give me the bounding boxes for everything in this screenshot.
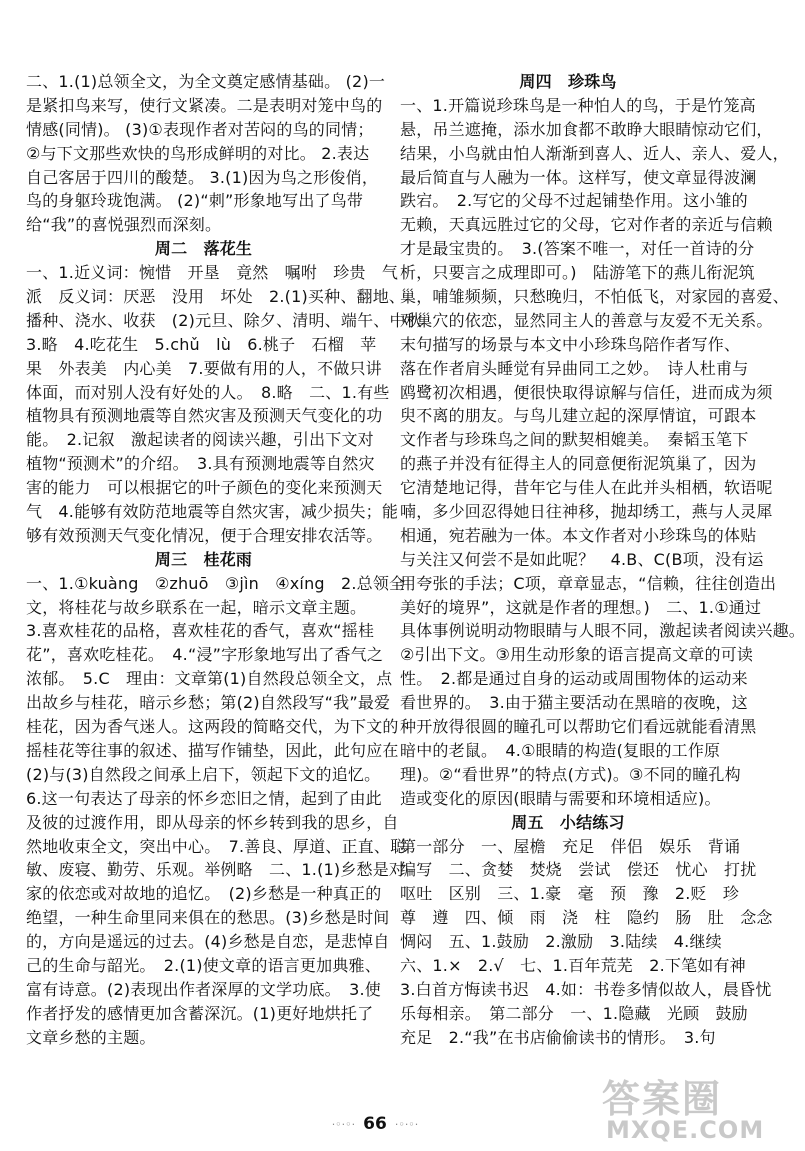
- watermark-bottom-text: MXQE.COM: [606, 1116, 765, 1144]
- text-line: 尊 遵 四、倾 雨 浇 柱 隐约 肠 肚 念念: [400, 908, 773, 928]
- text-line: 鸟的身躯玲珑饱满。 (2)“刺”形象地写出了鸟带: [26, 191, 364, 211]
- text-line: 才是最宝贵的。 3.(答案不唯一，对任一首诗的分: [400, 239, 755, 259]
- text-line: 臾不离的朋友。与鸟儿建立起的深厚情谊，可跟本: [400, 406, 757, 426]
- text-line: 二、1.(1)总领全文，为全文奠定感情基础。 (2)一: [26, 72, 386, 91]
- watermark-logo: [598, 1068, 765, 1144]
- text-line: 情感(同情)。 (3)①表现作者对苦闷的鸟的同情；: [26, 119, 374, 139]
- text-line: 具体事例说明动物眼睛与人眼不同，激起读者阅读兴趣。: [400, 621, 805, 641]
- text-line: 是紧扣鸟来写，使行文紧凑。二是表明对笼中鸟的: [26, 95, 383, 115]
- text-line: 惆闷 五、1.鼓励 2.激励 3.陆续 4.继续: [400, 932, 722, 952]
- text-line: 绝望，一种生命里同来俱在的愁思。(3)乡愁是时间: [26, 908, 390, 928]
- watermark-top-text: 答案圈: [602, 1077, 723, 1121]
- text-line: 出故乡与桂花，暗示乡愁；第(2)自然段写“我”最爱: [26, 693, 391, 713]
- section-heading: 周五 小结练习: [511, 812, 625, 832]
- text-line: 喃，多少回忍得她日往神移，抛却绣工，燕与人灵犀: [400, 502, 773, 522]
- page-number: ·◦·◦· 66 ·◦·◦·: [0, 1114, 750, 1134]
- section-heading: 周四 珍珠鸟: [519, 72, 617, 91]
- text-line: 桂花，因为香气迷人。这两段的简略交代，为下文的: [26, 717, 399, 737]
- text-line: 然地收束全文，突出中心。 7.善良、厚道、正直、聪: [26, 836, 407, 856]
- text-line: 的，方向是遥远的过去。(4)乡愁是自恋，是悲悼自: [26, 932, 390, 952]
- right-column: [400, 70, 805, 1050]
- text-line: 性。 2.都是通过自身的运动或周围物体的运动来: [400, 669, 748, 689]
- text-line: 无赖，天真远胜过它的父母，它对作者的亲近与信赖: [400, 215, 773, 235]
- text-line: 一、1.①kuàng ②zhuō ③jìn ④xíng 2.总领全: [26, 573, 406, 593]
- section-heading: 周二 落花生: [154, 239, 253, 259]
- text-line: 派 反义词：厌恶 没用 坏处 2.(1)买种、翻地、: [26, 287, 406, 307]
- text-line: 播种、浇水、收获 (2)元旦、除夕、清明、端午、中秋: [26, 310, 422, 330]
- text-line: 文作者与珍珠鸟之间的默契相媲美。 秦韬玉笔下: [400, 430, 749, 450]
- text-line: 呕吐 区别 三、1.豪 毫 预 豫 2.贬 珍: [400, 884, 740, 904]
- text-line: 落在作者肩头睡觉有异曲同工之妙。 诗人杜甫与: [400, 358, 749, 378]
- text-line: 它清楚地记得，昔年它与佳人在此并头相栖，软语呢: [400, 478, 773, 498]
- text-line: 六、1.× 2.√ 七、1.百年荒芜 2.下笔如有神: [400, 955, 746, 975]
- text-line: 植物具有预测地震等自然灾害及预测天气变化的功: [26, 406, 383, 426]
- text-line: 气 4.能够有效防范地震等自然灾害，减少损失；能: [26, 502, 399, 522]
- text-line: 敏、废寝、勤劳、乐观。举例略 二、1.(1)乡愁是对: [26, 860, 406, 880]
- text-line: 第一部分 一、屋檐 充足 伴侣 娱乐 背诵: [400, 836, 741, 856]
- text-line: 与关注又何尝不是如此呢？ 4.B、C(B项，没有运: [400, 549, 764, 569]
- text-line: 悬，吊兰遮掩，添水加食都不敢睁大眼睛惊动它们，: [400, 119, 773, 139]
- text-line: 充足 2.“我”在书店偷偷读书的情形。 3.句: [400, 1027, 716, 1047]
- text-line: 暗中的老鼠。 4.①眼睛的构造(复眼的工作原: [400, 740, 721, 760]
- text-line: 跌宕。 2.写它的父母不过起铺垫作用。这小雏的: [400, 191, 748, 211]
- text-line: 3.喜欢桂花的品格，喜欢桂花的香气，喜欢“摇桂: [26, 621, 375, 641]
- text-line: 一、1.近义词：惋惜 开垦 竟然 嘱咐 珍贵 气: [26, 263, 399, 283]
- text-line: 植物“预测术”的介绍。 3.具有预测地震等自然灾: [26, 454, 375, 474]
- text-line: ②与下文那些欢快的鸟形成鲜明的对比。 2.表达: [26, 143, 370, 163]
- text-line: (2)与(3)自然段之间承上启下，领起下文的追忆。: [26, 764, 381, 784]
- text-line: 能。 2.记叙 激起读者的阅读兴趣，引出下文对: [26, 430, 374, 450]
- text-line: 巢，哺雏频频，只愁晚归，不怕低飞，对家园的喜爱、: [400, 287, 789, 307]
- text-line: 最后简直与人融为一体。这样写，使文章显得波澜: [400, 167, 757, 187]
- text-line: 析，只要言之成理即可。) 陆游笔下的燕儿衔泥筑: [400, 263, 755, 283]
- text-line: 浓郁。 5.C 理由：文章第(1)自然段总领全文，点: [26, 669, 393, 689]
- text-line: 够有效预测天气变化情况，便于合理安排农活等。: [26, 525, 383, 545]
- text-line: 摇桂花等往事的叙述、描写作铺垫，因此，此句应在: [26, 740, 399, 760]
- section-heading: 周三 桂花雨: [154, 549, 253, 569]
- text-line: ②引出下文。③用生动形象的语言提高文章的可读: [400, 645, 754, 665]
- text-line: 给“我”的喜悦强烈而深刻。: [26, 215, 222, 235]
- text-line: 文章乡愁的主题。: [26, 1027, 156, 1047]
- text-line: 编写 二、贪婪 焚烧 尝试 偿还 忧心 打扰: [400, 860, 757, 880]
- text-line: 及彼的过渡作用，即从母亲的怀乡转到我的思乡，自: [26, 812, 399, 832]
- text-line: 末句描写的场景与本文中小珍珠鸟陪作者写作、: [400, 334, 741, 354]
- text-line: 3.白首方悔读书迟 4.如：书卷多情似故人，晨昏忧: [400, 979, 772, 999]
- text-line: 一、1.开篇说珍珠鸟是一种怕人的鸟，于是竹笼高: [400, 95, 756, 115]
- text-line: 害的能力 可以根据它的叶子颜色的变化来预测天: [26, 478, 383, 498]
- text-line: 文，将桂花与故乡联系在一起，暗示文章主题。: [26, 597, 367, 617]
- text-line: 种开放得很圆的瞳孔可以帮助它们看远就能看清黑: [400, 717, 757, 737]
- text-line: 看世界的。 3.由于猫主要活动在黑暗的夜晚，这: [400, 693, 748, 713]
- text-line: 己的生命与韶光。 2.(1)使文章的语言更加典雅、: [26, 955, 381, 975]
- text-line: 作者抒发的感情更加含蓄深沉。(1)更好地烘托了: [26, 1003, 374, 1023]
- text-line: 富有诗意。(2)表现出作者深厚的文学功底。 3.使: [26, 979, 381, 999]
- text-line: 理)。②“看世界”的特点(方式)。③不同的瞳孔构: [400, 764, 741, 784]
- text-line: 对巢穴的依恋，显然同主人的善意与友爱不无关系。: [400, 310, 773, 330]
- left-column: [26, 70, 422, 1050]
- text-line: 的燕子并没有征得主人的同意便衔泥筑巢了，因为: [400, 454, 757, 474]
- text-line: 果 外表美 内心美 7.要做有用的人，不做只讲: [26, 358, 382, 378]
- text-line: 用夸张的手法；C项，章章显志，“信赖，往往创造出: [400, 573, 777, 593]
- text-line: 结果，小鸟就由怕人渐渐到喜人、近人、亲人、爱人，: [400, 143, 789, 163]
- text-line: 体面，而对别人没有好处的人。 8.略 二、1.有些: [26, 382, 390, 402]
- text-line: 家的依恋或对故地的追忆。 (2)乡愁是一种真正的: [26, 884, 382, 904]
- text-line: 6.这一句表达了母亲的怀乡恋旧之情，起到了由此: [26, 788, 382, 808]
- text-line: 鸥鹭初次相遇，便很快取得谅解与信任，进而成为须: [400, 382, 773, 402]
- text-line: 造或变化的原因(眼睛与需要和环境相适应)。: [400, 788, 721, 808]
- text-line: 美好的境界”，这就是作者的理想。) 二、1.①通过: [400, 597, 762, 617]
- text-line: 花”，喜欢吃桂花。 4.“浸”字形象地写出了香气之: [26, 645, 384, 665]
- text-line: 自己客居于四川的酸楚。 3.(1)因为鸟之形俊俏，: [26, 167, 379, 187]
- text-line: 乐每相亲。 第二部分 一、1.隐藏 光顾 鼓励: [400, 1003, 748, 1023]
- text-line: 3.略 4.吃花生 5.chǔ lù 6.桃子 石榴 苹: [26, 334, 377, 354]
- text-line: 相通，宛若融为一体。本文作者对小珍珠鸟的体贴: [400, 525, 757, 545]
